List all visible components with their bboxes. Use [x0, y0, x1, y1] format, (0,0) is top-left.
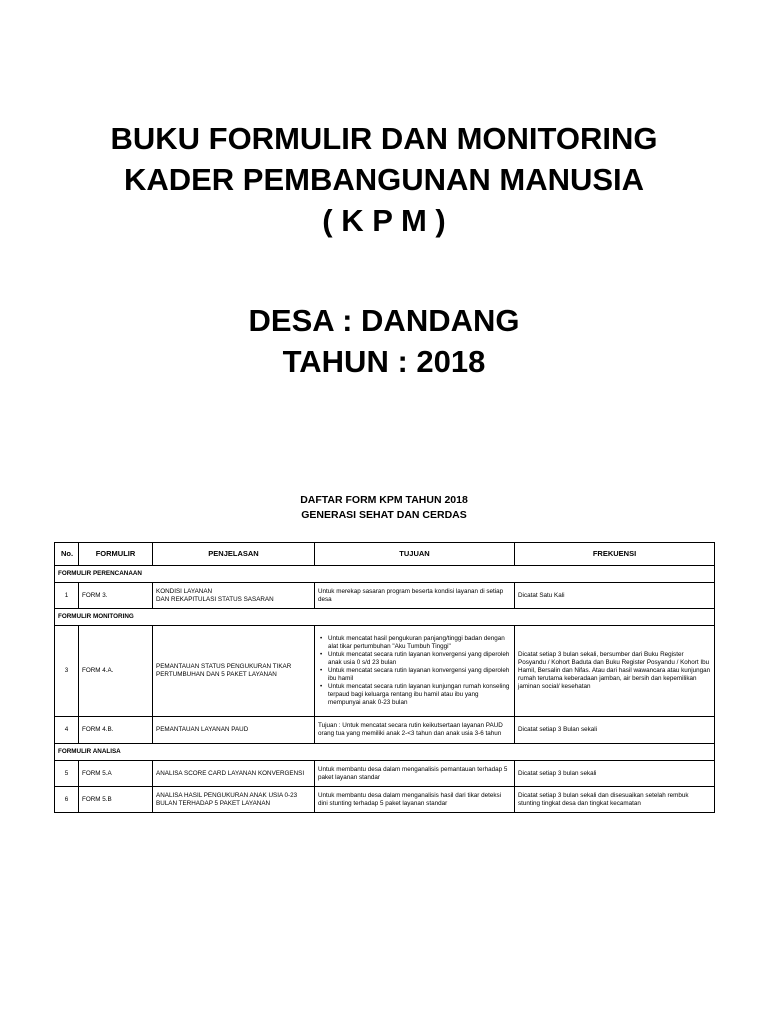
- form-list-subtitle: GENERASI SEHAT DAN CERDAS: [301, 509, 467, 521]
- section-label: FORMULIR MONITORING: [55, 609, 715, 626]
- title-line-2: KADER PEMBANGUNAN MANUSIA: [123, 162, 645, 197]
- cell-form: FORM 4.A.: [79, 626, 153, 717]
- cell-no: 1: [55, 583, 79, 609]
- cell-penjelasan: [153, 583, 315, 609]
- cell-frekuensi: Dicatat setiap 3 bulan sekali, bersumber dari Buku Register Posyandu / Kohort Baduta dan Buku Register Posyandu / Kohort Ibu Hamil, Bersalin dan Nifas. Atau dari hasil wawancara atau kunjungan rumah terutama keberadaan jamban, air bersih dan kepemilikan jaminan social/ kesehatan: [515, 626, 715, 717]
- title-line-1: BUKU FORMULIR DAN MONITORING: [110, 121, 658, 156]
- cell-no: 6: [55, 787, 79, 813]
- title-line-3: ( K P M ): [322, 203, 446, 238]
- section-row-analisa: [55, 744, 715, 761]
- section-label: FORMULIR ANALISA: [55, 744, 715, 761]
- list-item: • Untuk mencatat secara rutin layanan konvergensi yang diperoleh ibu hamil: [328, 667, 511, 683]
- cell-no: 3: [55, 626, 79, 717]
- village-name: DESA : DANDANG: [248, 303, 520, 338]
- header-no: No.: [55, 543, 79, 566]
- table-row: [55, 761, 715, 787]
- penjelasan-line: DAN REKAPITULASI STATUS SASARAN: [156, 595, 274, 603]
- document-title: [0, 118, 768, 241]
- list-item: • Untuk mencatat secara rutin layanan konvergensi yang diperoleh anak usia 0 s/d 23 bulan: [328, 651, 511, 667]
- form-list-title: DAFTAR FORM KPM TAHUN 2018: [300, 494, 468, 506]
- cell-penjelasan: ANALISA HASIL PENGUKURAN ANAK USIA 0-23 BULAN TERHADAP 5 PAKET LAYANAN: [153, 787, 315, 813]
- cell-form: FORM 4.B.: [79, 717, 153, 744]
- cell-form: FORM 5.A: [79, 761, 153, 787]
- header-formulir: FORMULIR: [79, 543, 153, 566]
- list-item: • Untuk mencatat secara rutin layanan kunjungan rumah konseling terpaud bagi keluarga rentang ibu hamil atau ibu yang mempunyai anak 0-23 bulan: [328, 683, 511, 707]
- cell-frekuensi: Dicatat setiap 3 bulan sekali dan disesuaikan setelah rembuk stunting tingkat desa dan tingkat kecamatan: [515, 787, 715, 813]
- cell-tujuan: Untuk membantu desa dalam menganalisis hasil dari tikar deteksi dini stunting terhadap 5 paket layanan standar: [315, 787, 515, 813]
- cell-frekuensi: Dicatat Satu Kali: [515, 583, 715, 609]
- cell-penjelasan: ANALISA SCORE CARD LAYANAN KONVERGENSI: [153, 761, 315, 787]
- table-row: [55, 787, 715, 813]
- form-list-heading: [0, 493, 768, 523]
- header-tujuan: TUJUAN: [315, 543, 515, 566]
- cell-penjelasan: PEMANTAUAN STATUS PENGUKURAN TIKAR PERTUMBUHAN DAN 5 PAKET LAYANAN: [153, 626, 315, 717]
- cell-form: FORM 5.B: [79, 787, 153, 813]
- cell-no: 5: [55, 761, 79, 787]
- table-header-row: [55, 543, 715, 566]
- form-list-table: [54, 542, 715, 813]
- cell-frekuensi: Dicatat setiap 3 Bulan sekali: [515, 717, 715, 744]
- tujuan-bullet-list: [318, 635, 511, 707]
- year: TAHUN : 2018: [282, 344, 486, 379]
- section-row-perencanaan: [55, 566, 715, 583]
- table-row: [55, 583, 715, 609]
- village-year-heading: [0, 300, 768, 382]
- section-row-monitoring: [55, 609, 715, 626]
- penjelasan-line: KONDISI LAYANAN: [156, 587, 213, 595]
- cell-tujuan: Tujuan : Untuk mencatat secara rutin keikutsertaan layanan PAUD orang tua yang memiliki anak 2-<3 tahun dan anak usia 3-6 tahun: [315, 717, 515, 744]
- cell-tujuan: Untuk membantu desa dalam menganalisis pemantauan terhadap 5 paket layanan standar: [315, 761, 515, 787]
- header-penjelasan: PENJELASAN: [153, 543, 315, 566]
- cell-form: FORM 3.: [79, 583, 153, 609]
- cell-tujuan: [315, 626, 515, 717]
- cell-frekuensi: Dicatat setiap 3 bulan sekali: [515, 761, 715, 787]
- list-item: • Untuk mencatat hasil pengukuran panjang/tinggi badan dengan alat tikar pertumbuhan "Aku Tumbuh Tinggi": [328, 635, 511, 651]
- cell-no: 4: [55, 717, 79, 744]
- header-frekuensi: FREKUENSI: [515, 543, 715, 566]
- cell-penjelasan: PEMANTAUAN LAYANAN PAUD: [153, 717, 315, 744]
- table-row: [55, 626, 715, 717]
- section-label: FORMULIR PERENCANAAN: [55, 566, 715, 583]
- cell-tujuan: Untuk merekap sasaran program beserta kondisi layanan di setiap desa: [315, 583, 515, 609]
- table-row: [55, 717, 715, 744]
